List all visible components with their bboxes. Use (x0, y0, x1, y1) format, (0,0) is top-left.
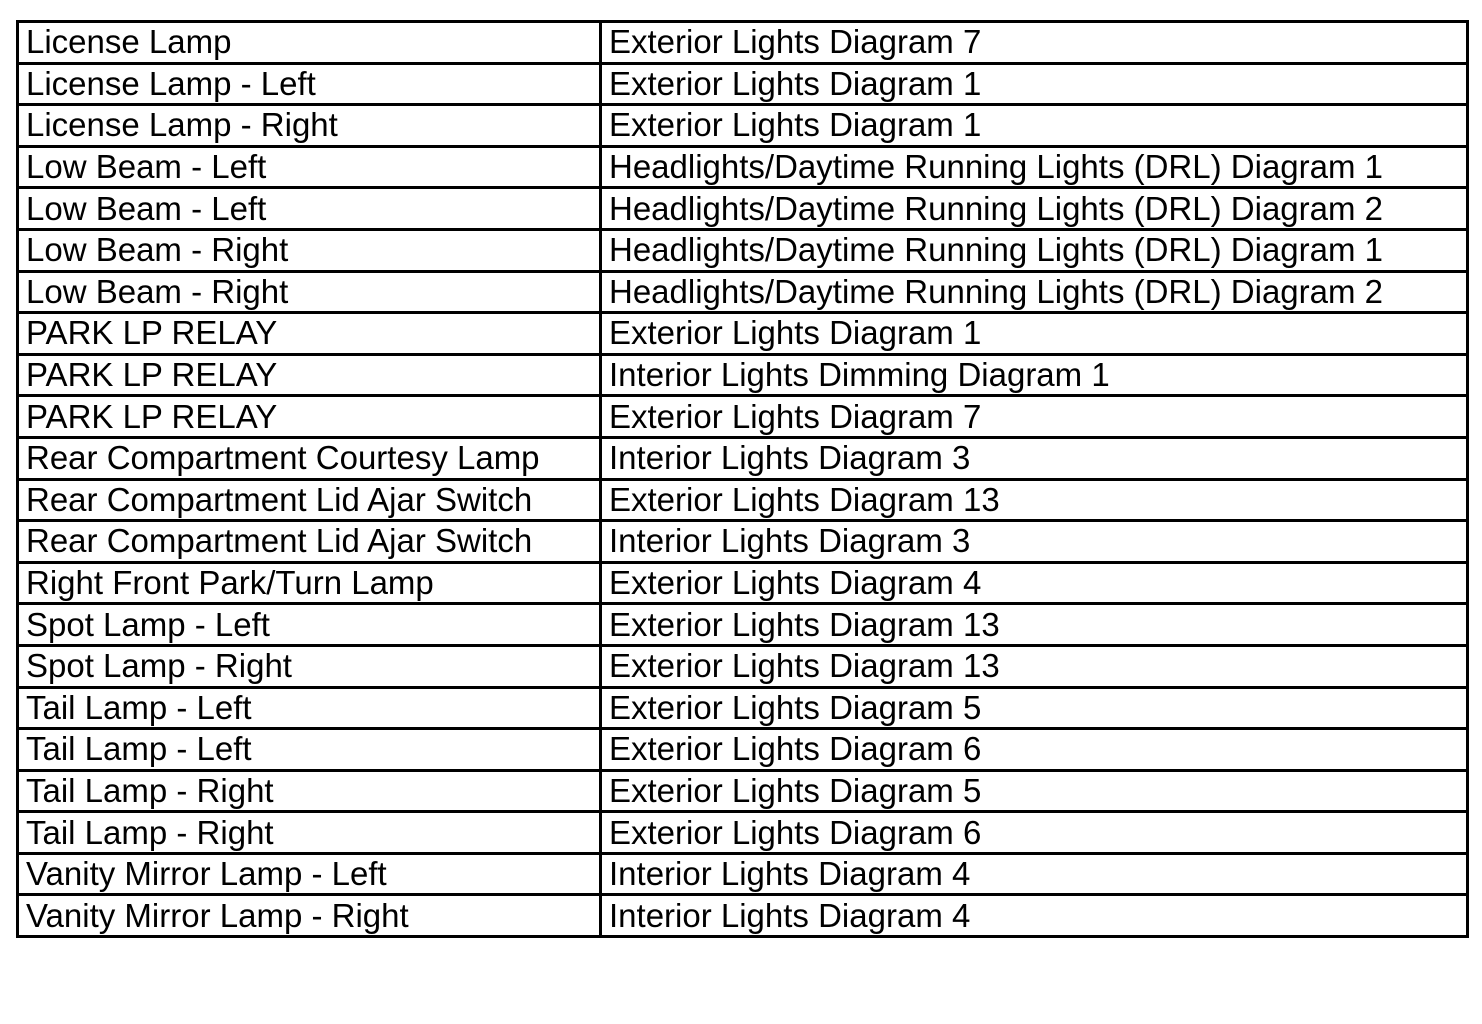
diagram-cell: Interior Lights Diagram 3 (601, 521, 1468, 563)
component-cell: Vanity Mirror Lamp - Right (18, 895, 601, 937)
table-row (18, 188, 1468, 230)
component-cell: Tail Lamp - Left (18, 687, 601, 729)
table-row (18, 229, 1468, 271)
component-diagram-table (16, 20, 1469, 938)
diagram-cell: Interior Lights Diagram 4 (601, 853, 1468, 895)
table-row (18, 354, 1468, 396)
diagram-cell: Headlights/Daytime Running Lights (DRL) Diagram 1 (601, 146, 1468, 188)
component-cell: Low Beam - Left (18, 188, 601, 230)
diagram-cell: Exterior Lights Diagram 1 (601, 63, 1468, 105)
table-row (18, 770, 1468, 812)
table-row (18, 812, 1468, 854)
diagram-cell: Exterior Lights Diagram 7 (601, 396, 1468, 438)
component-cell: Tail Lamp - Left (18, 729, 601, 771)
diagram-cell: Exterior Lights Diagram 5 (601, 770, 1468, 812)
component-cell: Tail Lamp - Right (18, 812, 601, 854)
component-cell: Right Front Park/Turn Lamp (18, 562, 601, 604)
diagram-cell: Exterior Lights Diagram 13 (601, 479, 1468, 521)
table-row (18, 105, 1468, 147)
table-row (18, 729, 1468, 771)
component-cell: Vanity Mirror Lamp - Left (18, 853, 601, 895)
table-row (18, 604, 1468, 646)
diagram-cell: Exterior Lights Diagram 13 (601, 645, 1468, 687)
table-row (18, 521, 1468, 563)
table-row (18, 895, 1468, 937)
diagram-cell: Exterior Lights Diagram 13 (601, 604, 1468, 646)
component-cell: Spot Lamp - Right (18, 645, 601, 687)
table-row (18, 437, 1468, 479)
diagram-cell: Headlights/Daytime Running Lights (DRL) Diagram 2 (601, 271, 1468, 313)
component-cell: License Lamp (18, 22, 601, 64)
component-cell: PARK LP RELAY (18, 396, 601, 438)
table-row (18, 63, 1468, 105)
diagram-cell: Exterior Lights Diagram 7 (601, 22, 1468, 64)
table-row (18, 313, 1468, 355)
component-cell: Rear Compartment Lid Ajar Switch (18, 521, 601, 563)
component-cell: Low Beam - Left (18, 146, 601, 188)
table-row (18, 271, 1468, 313)
component-cell: PARK LP RELAY (18, 354, 601, 396)
diagram-cell: Exterior Lights Diagram 6 (601, 729, 1468, 771)
diagram-cell: Exterior Lights Diagram 6 (601, 812, 1468, 854)
table-row (18, 853, 1468, 895)
diagram-cell: Exterior Lights Diagram 5 (601, 687, 1468, 729)
table-row (18, 22, 1468, 64)
table-row (18, 645, 1468, 687)
diagram-cell: Exterior Lights Diagram 1 (601, 313, 1468, 355)
table-row (18, 396, 1468, 438)
component-cell: Spot Lamp - Left (18, 604, 601, 646)
diagram-cell: Interior Lights Dimming Diagram 1 (601, 354, 1468, 396)
component-cell: License Lamp - Right (18, 105, 601, 147)
table-row (18, 479, 1468, 521)
diagram-cell: Headlights/Daytime Running Lights (DRL) Diagram 2 (601, 188, 1468, 230)
component-cell: Rear Compartment Lid Ajar Switch (18, 479, 601, 521)
diagram-cell: Interior Lights Diagram 4 (601, 895, 1468, 937)
table-row (18, 562, 1468, 604)
component-cell: Low Beam - Right (18, 271, 601, 313)
diagram-cell: Exterior Lights Diagram 4 (601, 562, 1468, 604)
table-body (18, 22, 1468, 937)
component-cell: Low Beam - Right (18, 229, 601, 271)
component-cell: PARK LP RELAY (18, 313, 601, 355)
diagram-cell: Exterior Lights Diagram 1 (601, 105, 1468, 147)
table-row (18, 146, 1468, 188)
diagram-cell: Interior Lights Diagram 3 (601, 437, 1468, 479)
table-row (18, 687, 1468, 729)
component-cell: Tail Lamp - Right (18, 770, 601, 812)
component-cell: License Lamp - Left (18, 63, 601, 105)
component-cell: Rear Compartment Courtesy Lamp (18, 437, 601, 479)
diagram-cell: Headlights/Daytime Running Lights (DRL) Diagram 1 (601, 229, 1468, 271)
